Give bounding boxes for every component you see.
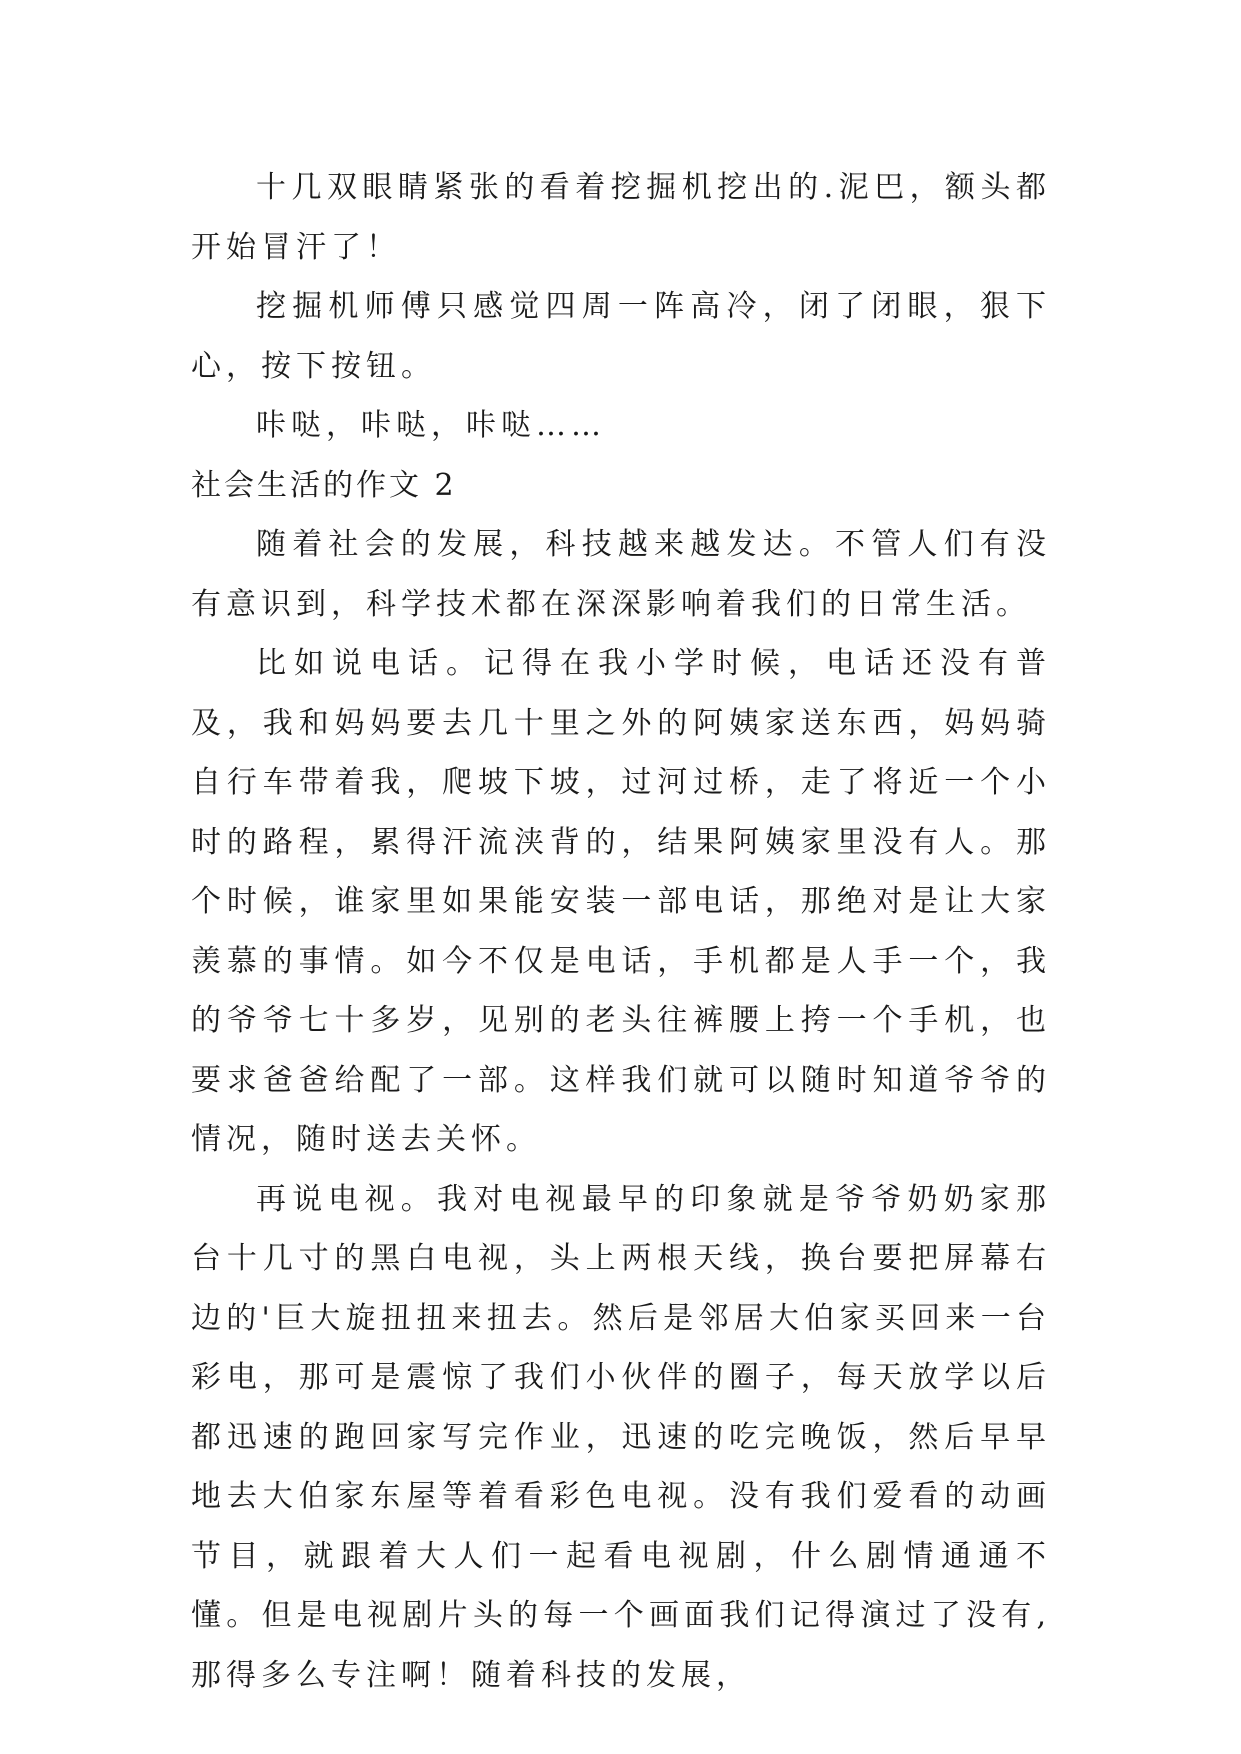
paragraph: 比如说电话。记得在我小学时候，电话还没有普及，我和妈妈要去几十里之外的阿姨家送东西，妈妈骑自行车带着我，爬坡下坡，过河过桥，走了将近一个小时的路程，累得汗流浃背的，结果阿姨家里没有人。那个时候，谁家里如果能安装一部电话，那绝对是让大家羡慕的事情。如今不仅是电话，手机都是人手一个，我的爷爷七十多岁，见别的老头往裤腰上挎一个手机，也要求爸爸给配了一部。这样我们就可以随时知道爷爷的情况，随时送去关怀。 xyxy=(191,646,1051,1157)
paragraph: 挖掘机师傅只感觉四周一阵高冷，闭了闭眼，狠下心，按下按钮。 xyxy=(191,289,1051,384)
document-page xyxy=(191,158,1051,1705)
paragraph: 十几双眼睛紧张的看着挖掘机挖出的.泥巴，额头都开始冒汗了！ xyxy=(191,170,1051,265)
paragraph: 再说电视。我对电视最早的印象就是爷爷奶奶家那台十几寸的黑白电视，头上两根天线，换台要把屏幕右边的'巨大旋扭扭来扭去。然后是邻居大伯家买回来一台彩电，那可是震惊了我们小伙伴的圈子，每天放学以后都迅速的跑回家写完作业，迅速的吃完晚饭，然后早早地去大伯家东屋等着看彩色电视。没有我们爱看的动画节目，就跟着大人们一起看电视剧，什么剧情通通不懂。但是电视剧片头的每一个画面我们记得演过了没有,那得多么专注啊！随着科技的发展， xyxy=(191,1181,1051,1693)
section-heading: 社会生活的作文 2 xyxy=(191,467,457,503)
paragraph: 随着社会的发展，科技越来越发达。不管人们有没有意识到，科学技术都在深深影响着我们的日常生活。 xyxy=(191,527,1051,622)
paragraph: 咔哒，咔哒，咔哒…… xyxy=(256,408,606,443)
